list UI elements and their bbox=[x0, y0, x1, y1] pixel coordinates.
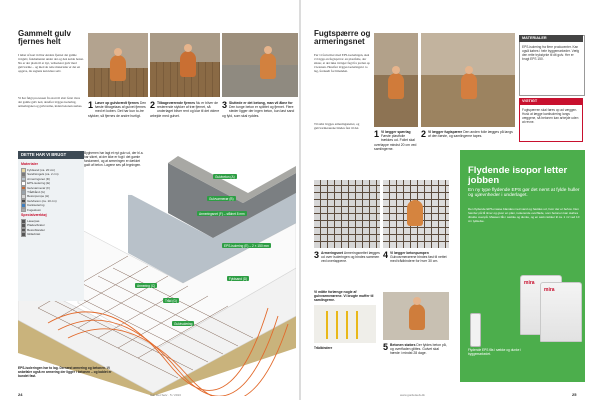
right-footer: www.gordetselv.dk bbox=[400, 393, 425, 397]
r-step-5-text bbox=[383, 343, 449, 356]
diagram-intro-callout: Bygherren har lagt et nyt gulv ud, der bl.a. har sikret, at der ikke er fugt i det gamle fundament, og at armeringen er dækket godt af beton. Lagene ses på tegningen. bbox=[84, 151, 144, 195]
diagram-tag: Armeringsnet (F) – stålnet 8 mm bbox=[199, 211, 245, 216]
step-body: Der fyldes beton på, og overfladen glittes. Gulvet skal hærde i mindst 28 dage. bbox=[390, 343, 447, 356]
product-feature-title: Flydende isopor letter jobben bbox=[468, 165, 568, 186]
r-step-2-photo bbox=[421, 33, 515, 127]
step-body: Den anden folie lægges på langs af den første, og samlingerne tapes. bbox=[428, 130, 513, 139]
step-1-text bbox=[88, 101, 148, 118]
legend-label: Pladevibrator bbox=[27, 223, 45, 228]
right-page-number: 25 bbox=[572, 392, 577, 397]
product-brand: mira bbox=[544, 287, 555, 293]
materials-sidebox-heading: MATERIALER bbox=[519, 35, 583, 42]
step-number: 1 bbox=[88, 100, 94, 110]
r-step-3-photo bbox=[314, 180, 380, 248]
step-number: 1 bbox=[374, 129, 380, 139]
step-body: Gulvvarmerørene bindes fast til nettet med trådbindere for hver 30 cm. bbox=[390, 255, 447, 264]
legend-label: Gulvvarmerør (F) bbox=[27, 185, 51, 190]
product-feature-text: Den flydende EPS-masse blandes med vand og hældes ud, hvor der er behov. Den hærder på få timer og giver en plan, isolerende overflade, som betonen kan støbes direkte ovenpå. Massen fås i sække og dunke, og en sæk rækker til ca. 1 m² ved 10 cm tykkelse. bbox=[468, 207, 580, 223]
tip-text: Fugtspærren skal føres op ad væggen. Husk at lægge kantisolering langs væggene, så betonen kan arbejde uden at revne. bbox=[522, 108, 579, 124]
r-step-5-photo bbox=[383, 292, 449, 340]
right-intro-text-2: Til sidst lægges armeringsnettet, og gulvvarmerørene bindes fast til det. bbox=[314, 122, 360, 130]
step-body: Den tunge beton er splittet og fjernet. Flere steder ligger der ingen beton, kun løst sand og fyld, som skal ryddes. bbox=[222, 105, 295, 118]
left-page-number: 24 bbox=[18, 392, 23, 397]
step-number: 3 bbox=[222, 100, 228, 110]
legend-label: Glittebræt bbox=[27, 232, 41, 237]
step-body: Den første tilbagelaas af gulvet fjernes med et koben. Det har kun to-tre stykker, så fjernes de andre hurtigt. bbox=[88, 101, 147, 118]
step-title: Betonen støbes bbox=[390, 343, 416, 347]
step-title: Armeringsnet bbox=[321, 251, 344, 255]
diagram-tag: Fyldsand (D) bbox=[229, 276, 248, 281]
tie-wires-photo bbox=[314, 305, 376, 343]
step-title: Tilbageværende fjernes bbox=[157, 101, 196, 105]
legend-item bbox=[21, 232, 40, 237]
step-number: 5 bbox=[383, 342, 389, 352]
step-2-photo bbox=[150, 33, 220, 97]
step-title: Vi lægger fugtspærre bbox=[428, 130, 463, 134]
legend-label: Gulvbeton (ca. 10 cm) bbox=[27, 198, 57, 203]
tip-heading: VIGTIGT bbox=[519, 98, 583, 105]
step-number: 4 bbox=[383, 250, 389, 260]
tools-subheading: Specialværktøj bbox=[21, 213, 47, 217]
diagram-tag: Gulvbeton (A) bbox=[215, 174, 235, 179]
left-page-title: Gammelt gulv fjernes helt bbox=[18, 29, 71, 46]
step-number: 3 bbox=[314, 250, 320, 260]
materials-legend-heading: DETTE HAR VI BRUGT bbox=[18, 151, 84, 159]
step-title: Løser op gulvbrædt fjernes bbox=[95, 101, 139, 105]
step-3-text bbox=[222, 101, 298, 118]
diagram-tag: Gulvvarmerør (B) bbox=[209, 196, 234, 201]
step-body: Første plastfolie trækkes ud. Foliet skal overlappe mindst 20 cm ved samlingerne. bbox=[374, 134, 417, 151]
step-3-photo bbox=[222, 33, 298, 97]
r-step-1-text bbox=[374, 130, 418, 151]
materials-sidebox-text: EPS-isolering fra flere producenter. Kan også købes i hele byggemarkeder. Vælg den rette trykstyrke til dit gulv. Her er brugt EPS 150. bbox=[522, 45, 580, 61]
legend-label: Sand/singels (ca. 2 cm) bbox=[27, 172, 59, 177]
step-2-text bbox=[150, 101, 220, 118]
legend-item bbox=[21, 208, 41, 213]
step-body: Nu er bliver de resterende stykker af træ fjernet, så underlaget bliver rent og klar til det videre arbejde med gulvet. bbox=[150, 101, 220, 118]
legend-label: Trådbånd (G) bbox=[27, 190, 45, 195]
step-title: Vi lægger betonpumpen bbox=[390, 251, 429, 255]
left-intro-text: I løbet af kort tid har Anders fjernet det gamle trægulv, fundamentet under det og den kolde beton. Nu er der plads til et nyt, velisoleret gulv med gulvvarme – og med de rette materialer er det en opgave, du sagtens kan klare selv. bbox=[18, 53, 84, 73]
right-page-title: Fugtspærre og armeringsnet bbox=[314, 29, 371, 46]
legend-label: Armeringsnet (D) bbox=[27, 176, 50, 181]
legend-label: Betonpumpe (H) bbox=[27, 194, 50, 199]
diagram-tag: Tråd (G) bbox=[165, 298, 177, 303]
left-intro-text-2: Vi har fulgt processen fra start til slut: først rives det gamle gulv ned, derefter lægges isolering, armeringsnet og gulvvarme, inden betonen støbes. bbox=[18, 96, 83, 108]
r-tip-callout: Vi måtte forlænge nogle af gulvvarmerørene. Vi brugte muffer til samlingerne. bbox=[314, 290, 374, 303]
legend-label: Kantisolering bbox=[27, 203, 45, 208]
legend-label: EPS-isolering (E) bbox=[27, 181, 51, 186]
legend-label: Fyldsand (ca. 20 cm) bbox=[27, 168, 56, 173]
legend-label: Betonblander bbox=[27, 227, 45, 232]
legend-label: Laserpas bbox=[27, 219, 40, 224]
r-step-4-text bbox=[383, 251, 449, 264]
product-bottle-image bbox=[470, 313, 481, 347]
r-step-3-text bbox=[314, 251, 380, 264]
legend-swatch bbox=[21, 232, 26, 237]
left-footer: Gør Det Selv · 5 / 2013 bbox=[150, 393, 181, 397]
spread-gutter bbox=[299, 0, 301, 400]
left-bottom-caption: EPS-isoleringen har to lag. Dernæst armering og betonen. Vi anbefaler også en armering der ligger i betonen – og kablet er bundet fast. bbox=[18, 366, 112, 378]
step-title: Sluttede er det betong, man vil åbne for bbox=[229, 101, 293, 105]
step-body: Armeringsnettet lægges ud over isoleringen og bindes sammen ved overlappene. bbox=[321, 251, 380, 264]
r-step-4-photo bbox=[383, 180, 449, 248]
materials-subheading: Materialer bbox=[21, 162, 38, 166]
r-step-2-text bbox=[421, 130, 515, 139]
right-intro-text: Før vi fortsætter med EPS-isoleringen, skal vi lægge en fugtspærre: en plastfolie, der sikrer, at der ikke trænger fugt fra jorden op i betonen. Herefter lægges isoleringen i to lag, forskudt for hinanden. bbox=[314, 53, 370, 73]
step-title: Vi lægger spærlag bbox=[381, 130, 411, 134]
legend-label: Fugeskum bbox=[27, 207, 42, 212]
step-1-photo bbox=[88, 33, 148, 97]
product-brand: mira bbox=[524, 280, 535, 286]
step-number: 2 bbox=[421, 129, 427, 139]
diagram-tag: Gulvisolering bbox=[174, 321, 193, 326]
product-feature-lead: En ny type flydende EPS gør det nemt at fylde huller og ujævnheder i underlaget. bbox=[468, 188, 580, 199]
product-bag-image-2 bbox=[540, 282, 582, 342]
legend-swatch bbox=[21, 208, 26, 213]
r-step-1-photo bbox=[374, 33, 418, 127]
step-number: 2 bbox=[150, 100, 156, 110]
tie-wires-caption: Trådbindere bbox=[314, 346, 333, 350]
diagram-tag: Armering (C) bbox=[137, 283, 156, 288]
diagram-tag: EPS-isolering (E) – 2 × 150 mm bbox=[224, 243, 269, 248]
product-caption: Flydende EPS fås i sække og dunke i byggemarkedet. bbox=[468, 348, 521, 356]
